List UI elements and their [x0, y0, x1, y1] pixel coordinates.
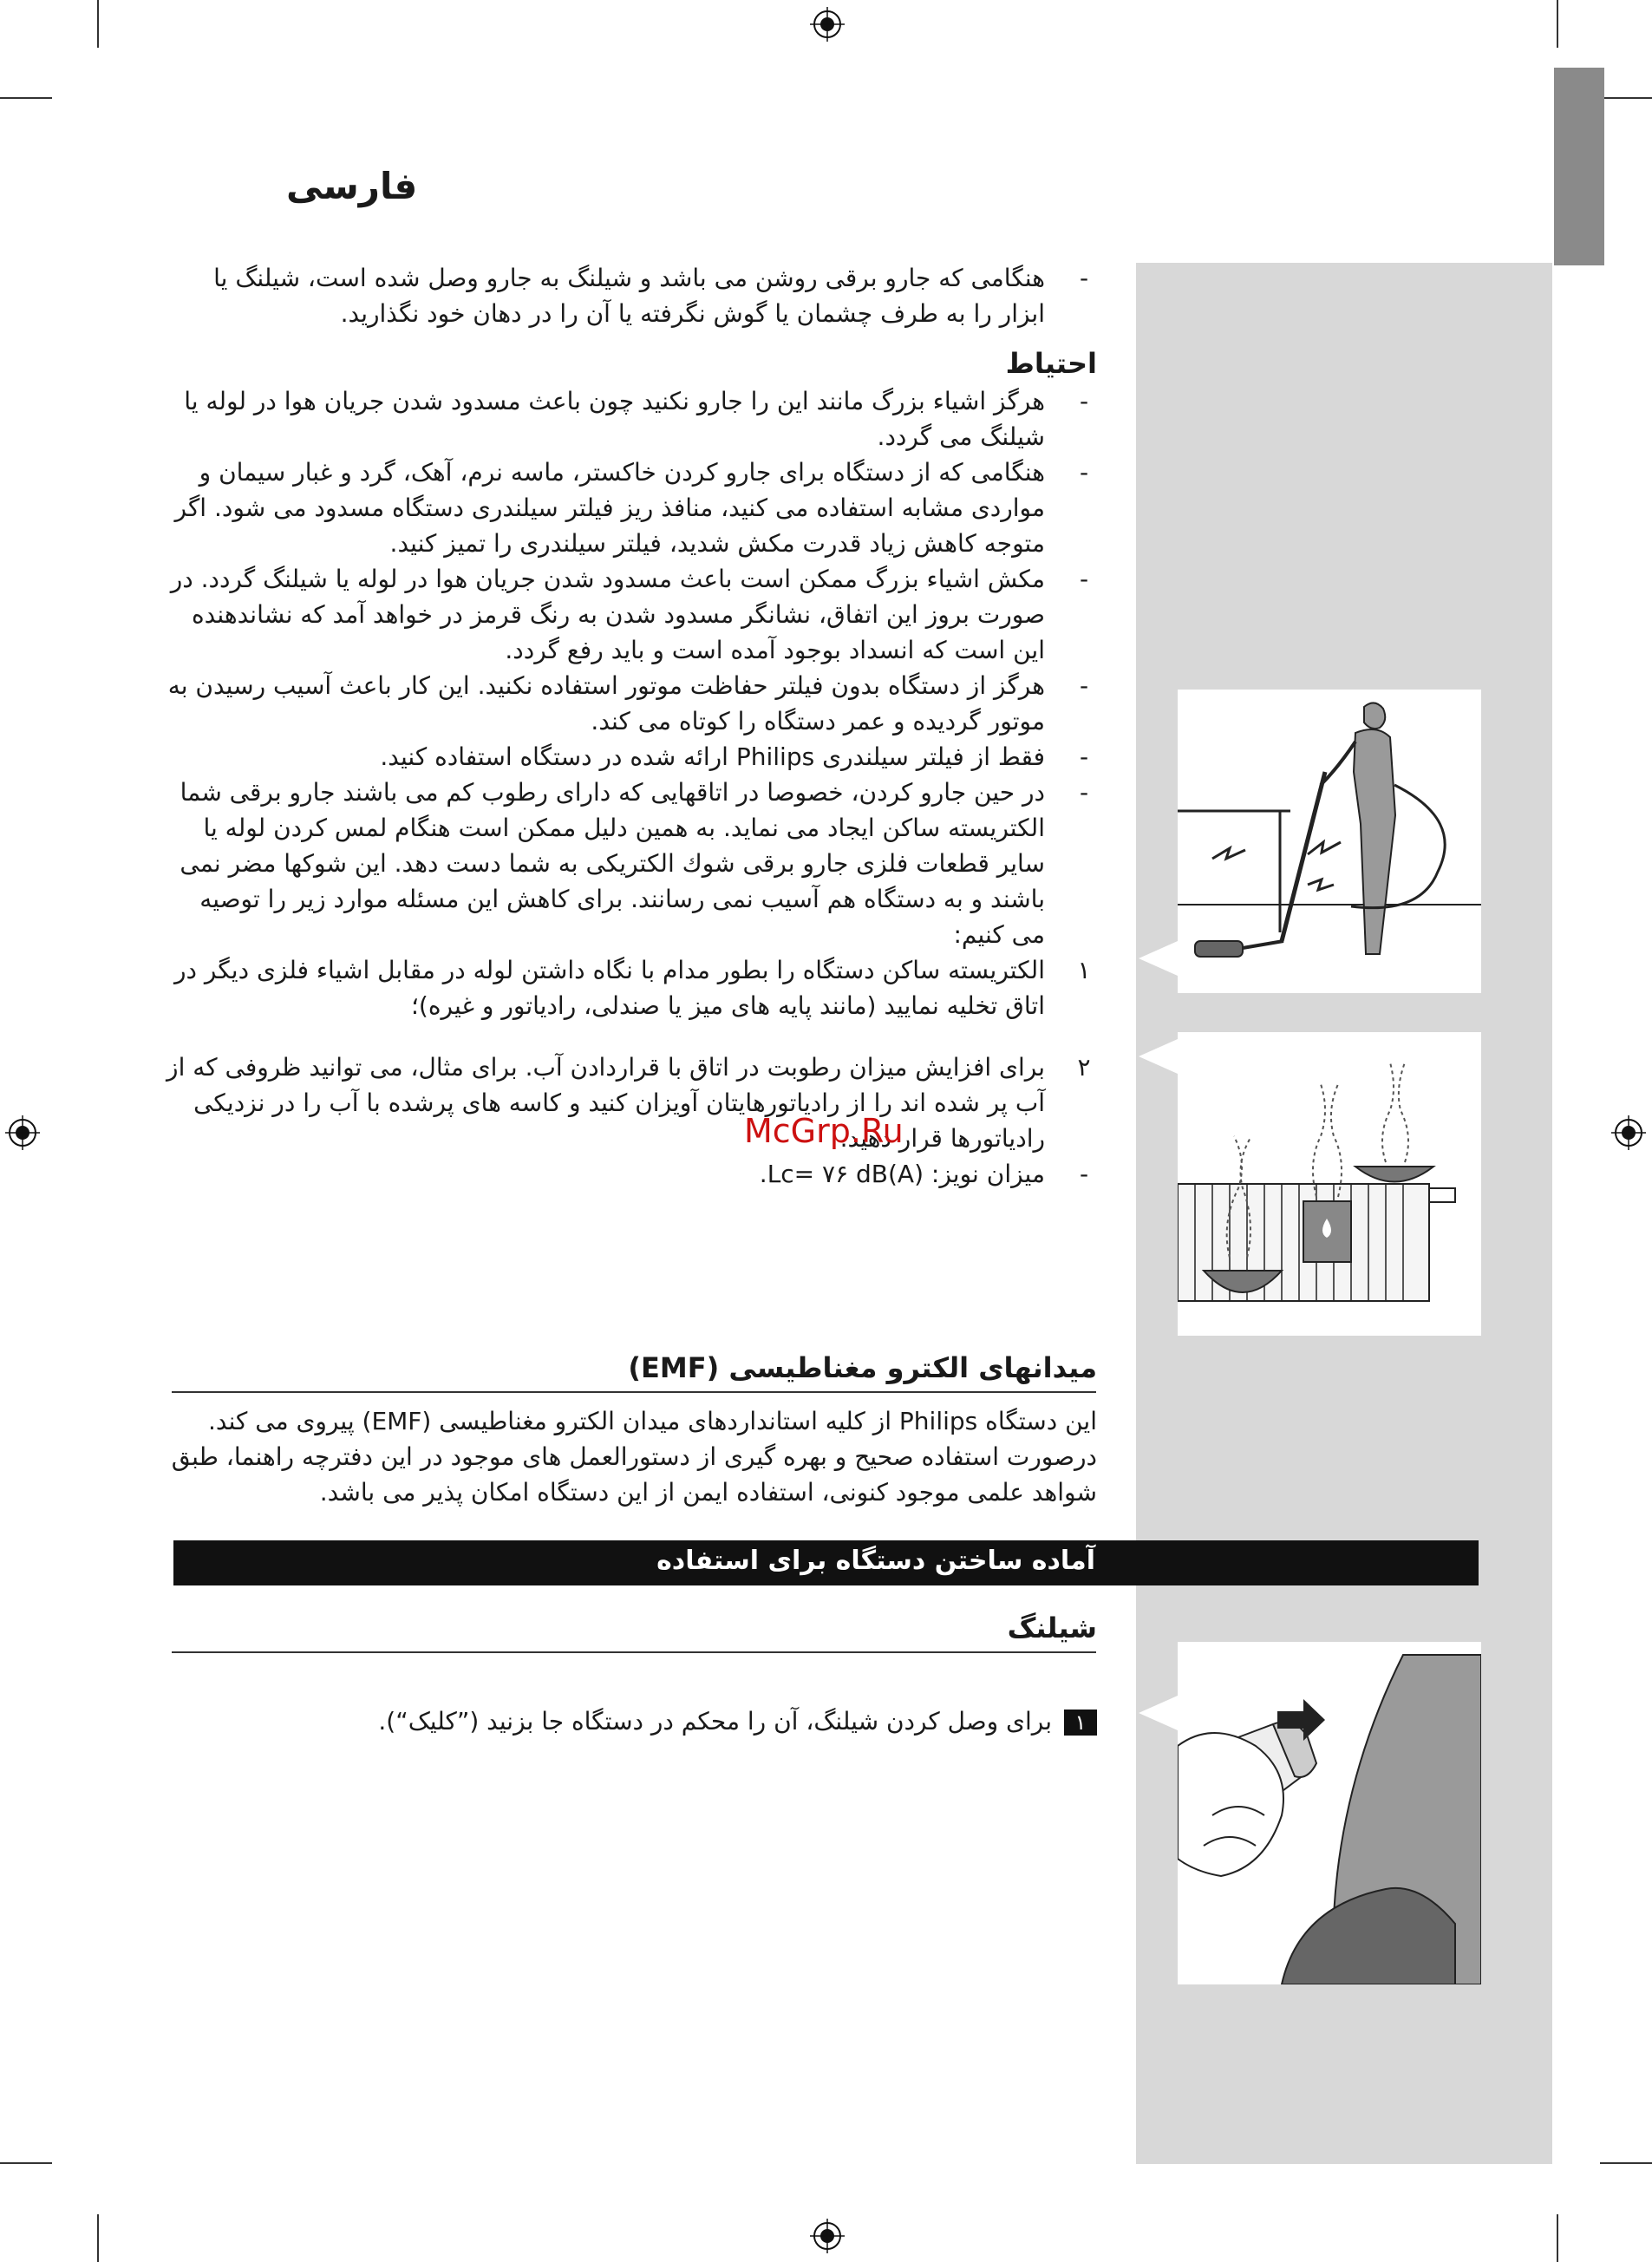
watermark-text: McGrp.Ru [744, 1112, 904, 1150]
crop-mark [1557, 2214, 1558, 2262]
caution-list [160, 383, 1097, 952]
hose-heading: شیلنگ [1007, 1612, 1097, 1644]
crop-mark [0, 2162, 52, 2164]
prep-heading: آماده ساختن دستگاه برای استفاده [656, 1546, 1095, 1576]
intro-section [160, 260, 1097, 331]
registration-mark-icon [810, 2219, 845, 2253]
list-item: - فقط از فیلتر سیلندری Philips ارائه شده در دستگاه استفاده کنید. [380, 742, 1089, 771]
registration-mark-icon [810, 7, 845, 42]
registration-mark-icon [5, 1115, 40, 1150]
list-item: - مکش اشیاء بزرگ ممکن است باعث مسدود شدن جریان هوا در لوله یا شیلنگ گردد. در صورت بروز این اتفاق، نشانگر مسدود شدن به رنگ قرمز در خواهد آمد که نشاندهنده این است که انسداد بوجود آمده است و باید رفع گردد. [170, 565, 1089, 664]
emf-section [160, 1351, 1097, 1388]
crop-mark [97, 2214, 99, 2262]
emf-text: این دستگاه Philips از کلیه استانداردهای میدان الکترو مغناطیسی (EMF) پیروی می کند. درصورت استفاده صحیح و بهره گیری از دستورالعمل های موجود در این دفترچه راهنما، طبق شواهد علمی موجود کنونی، استفاده ایمن از این دستگاه امکان پذیر می باشد. [171, 1407, 1097, 1507]
caution-heading: احتیاط [1005, 347, 1097, 380]
side-tab [1554, 68, 1604, 265]
list-item: - هنگامی که از دستگاه برای جارو کردن خاکستر، ماسه نرم، آهک، گرد و غبار سیمان و مواردی مشابه استفاده می کنید، منافذ ریز فیلتر سیلندری دستگاه مسدود می شود. اگر متوجه کاهش زیاد قدرت مکش شدید، فیلتر سیلندری را تمیز کنید. [174, 458, 1089, 558]
list-item: - هنگامی که جارو برقی روشن می باشد و شیلنگ به جارو وصل شده است، شیلنگ یا ابزار را به طرف چشمان یا گوش نگرفته یا آن را در دهان خود نگذارید. [213, 264, 1089, 328]
figure-hose-connect [1178, 1642, 1481, 1984]
crop-mark [0, 97, 52, 99]
language-title: فارسی [286, 165, 418, 207]
crop-mark [1600, 2162, 1652, 2164]
prep-heading-bar [173, 1540, 1479, 1585]
list-item: ١ الکتریسته ساکن دستگاه را بطور مدام با نگاه داشتن لوله در مقابل اشیاء فلزی دیگر در اتاق تخلیه نمایید (مانند پایه های میز یا صندلی، رادیاتور و غیره)؛ [174, 956, 1091, 1020]
list-item: ٢ برای افزایش میزان رطوبت در اتاق با قراردادن آب. برای مثال، می توانید ظروفی که از آب پر شده اند را از رادیاتورهایتان آویزان کنید و کاسه های پرشده با آب را در نزدیکی رادیاتورها قرار دهید. [167, 1053, 1091, 1153]
crop-mark [97, 0, 99, 48]
figure-pointer [1139, 1696, 1178, 1730]
crop-mark [1557, 0, 1558, 48]
radiator-bowls-illustration-icon [1178, 1032, 1481, 1336]
figure-pointer [1139, 1039, 1178, 1074]
list-item: - در حین جارو کردن، خصوصا در اتاقهایی که دارای رطوب کم می باشند جارو برقی شما الکتریسته ساکن ایجاد می نماید. به همین دلیل ممکن است هنگام لمس کردن لوله یا سایر قطعات فلزی جارو برقی شوك الکتریکی به شما دست دهد. این شوکها مضر نمی باشند و به دستگاه هم آسیب نمی رسانند. برای کاهش این مسئله موارد زیر را توصیه می کنیم: [180, 778, 1089, 949]
step-number-badge: ١ [1064, 1710, 1097, 1736]
list-item: - هرگز اشیاء بزرگ مانند این را جارو نکنید چون باعث مسدود شدن جریان هوا در لوله یا شیلنگ می گردد. [184, 387, 1089, 451]
noise-level: - میزان نویز: Lc= ۷۶ dB(A). [759, 1160, 1089, 1188]
emf-heading: میدانهای الکترو مغناطیسی (EMF) [628, 1351, 1097, 1384]
hose-step-text: برای وصل کردن شیلنگ، آن را محکم در دستگاه جا بزنید (”کلیک“). [378, 1707, 1052, 1736]
vacuum-static-illustration-icon [1178, 690, 1481, 993]
figure-pointer [1139, 941, 1178, 976]
static-steps [160, 952, 1097, 1156]
crop-mark [1600, 97, 1652, 99]
registration-mark-icon [1611, 1115, 1646, 1150]
emf-body [160, 1403, 1097, 1510]
divider [172, 1391, 1096, 1393]
hose-section [160, 1612, 1097, 1648]
divider [172, 1651, 1096, 1653]
figure-static-electricity [1178, 690, 1481, 993]
hose-step [160, 1703, 1097, 1739]
figure-humidity [1178, 1032, 1481, 1336]
list-item: - هرگز از دستگاه بدون فیلتر حفاظت موتور استفاده نکنید. این کار باعث آسیب رسیدن به موتور گردیده و عمر دستگاه را کوتاه می کند. [167, 671, 1089, 735]
hose-connect-illustration-icon [1178, 1642, 1481, 1984]
caution-section [160, 347, 1097, 1192]
